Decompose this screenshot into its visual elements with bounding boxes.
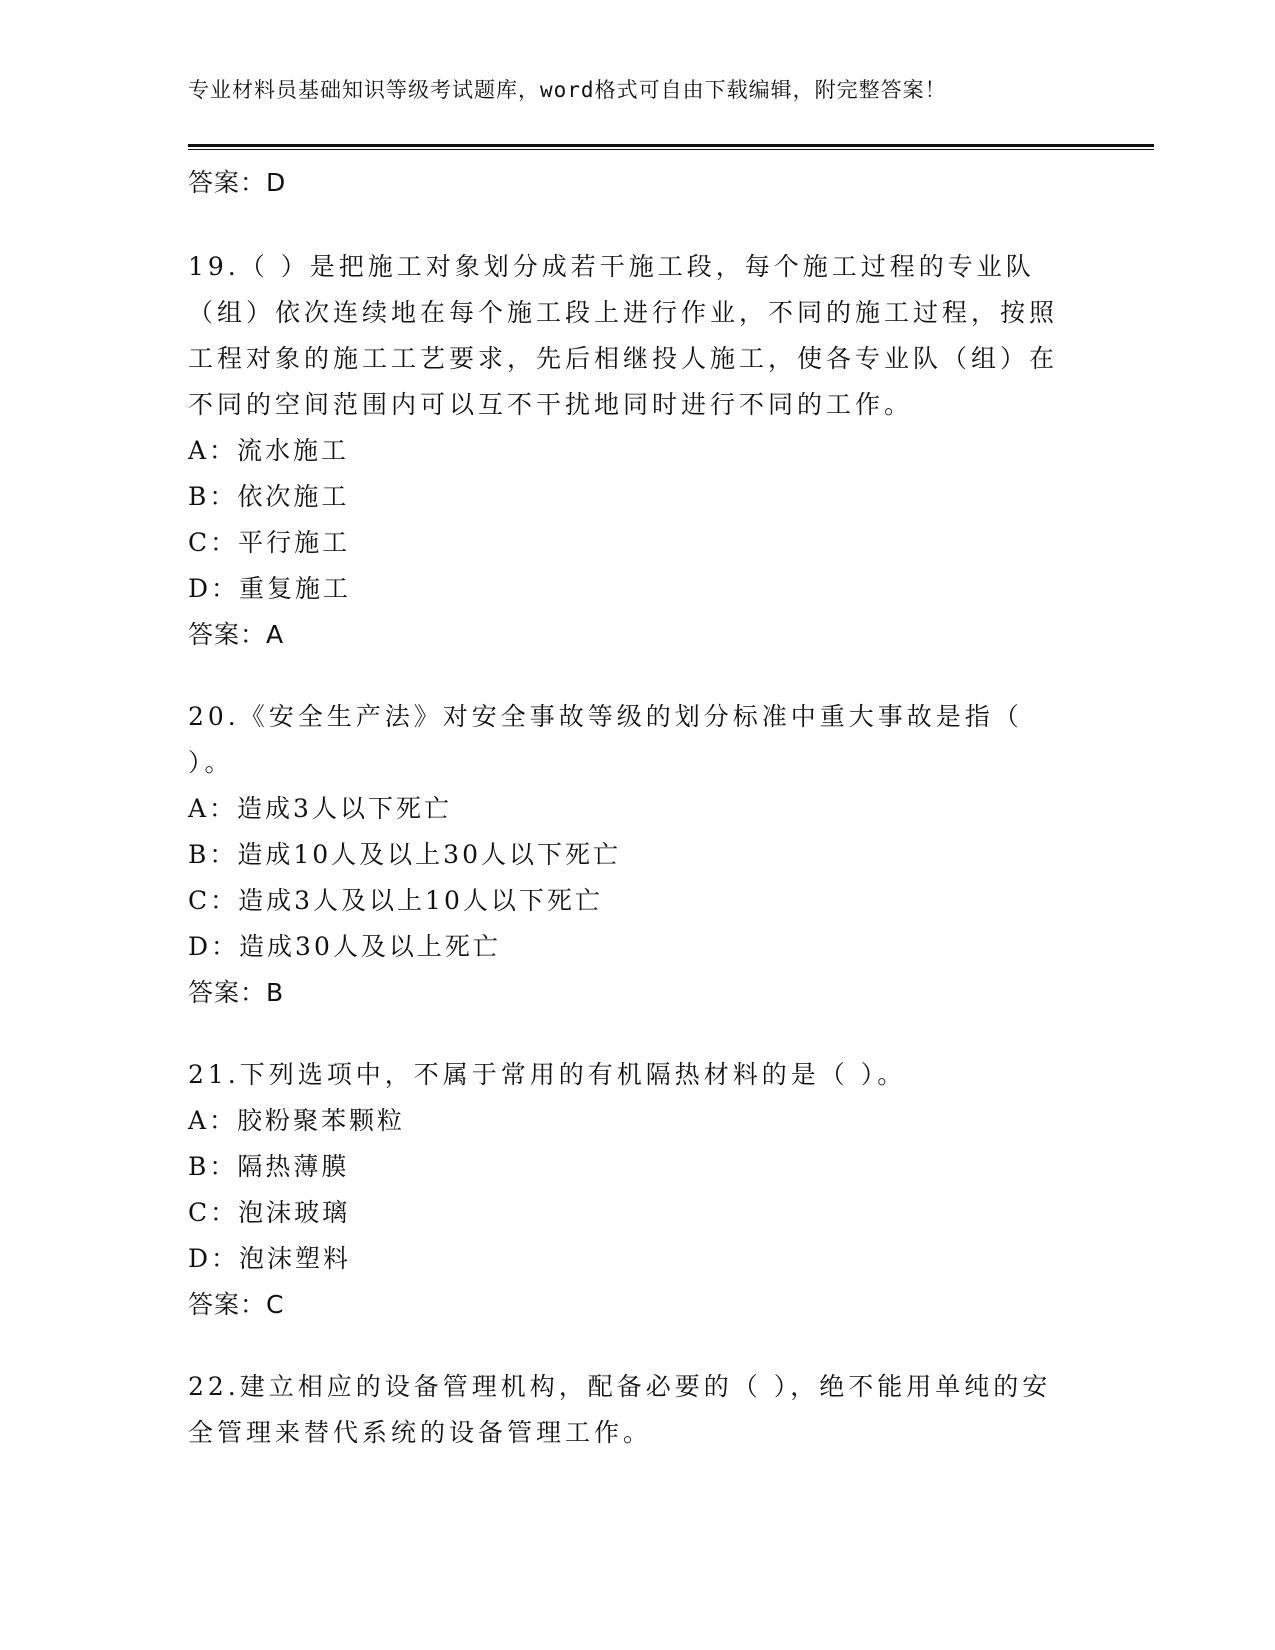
header-rule-thin — [188, 149, 1154, 150]
question-stem: 19.（ ）是把施工对象划分成若干施工段，每个施工过程的专业队（组）依次连续地在每个施工段上进行作业，不同的施工过程，按照工程对象的施工工艺要求，先后相继投人施工，使各专业队（组）在不同的空间范围内可以互不干扰地同时进行不同的工作。 — [188, 252, 1059, 419]
question-answer: 答案：A — [188, 620, 285, 649]
question-19 — [188, 244, 1068, 658]
option-d: D：造成30人及以上死亡 — [188, 932, 501, 961]
document-body — [188, 160, 1068, 1456]
option-c: C：泡沫玻璃 — [188, 1198, 351, 1227]
page-header: 专业材料员基础知识等级考试题库，word格式可自由下载编辑，附完整答案！ — [188, 78, 947, 102]
option-a: A：胶粉聚苯颗粒 — [188, 1106, 406, 1135]
question-answer: 答案：C — [188, 1290, 285, 1319]
option-c: C：造成3人及以上10人以下死亡 — [188, 886, 603, 915]
option-b: B：造成10人及以上30人以下死亡 — [188, 840, 621, 869]
option-a: A：流水施工 — [188, 436, 350, 465]
option-d: D：泡沫塑料 — [188, 1244, 352, 1273]
header-rule-thick — [188, 144, 1154, 147]
option-b: B：依次施工 — [188, 482, 350, 511]
option-d: D：重复施工 — [188, 574, 352, 603]
option-b: B：隔热薄膜 — [188, 1152, 350, 1181]
question-22 — [188, 1364, 1068, 1456]
question-stem: 22.建立相应的设备管理机构，配备必要的（ ），绝不能用单纯的安全管理来替代系统的设备管理工作。 — [188, 1372, 1052, 1447]
question-answer: 答案：B — [188, 978, 285, 1007]
question-stem: 20.《安全生产法》对安全事故等级的划分标准中重大事故是指（ ）。 — [188, 702, 1023, 777]
question-21 — [188, 1052, 1068, 1328]
question-20 — [188, 694, 1068, 1016]
option-a: A：造成3人以下死亡 — [188, 794, 452, 823]
option-c: C：平行施工 — [188, 528, 351, 557]
previous-answer: 答案：D — [188, 168, 287, 197]
question-stem: 21.下列选项中，不属于常用的有机隔热材料的是（ ）。 — [188, 1060, 907, 1089]
